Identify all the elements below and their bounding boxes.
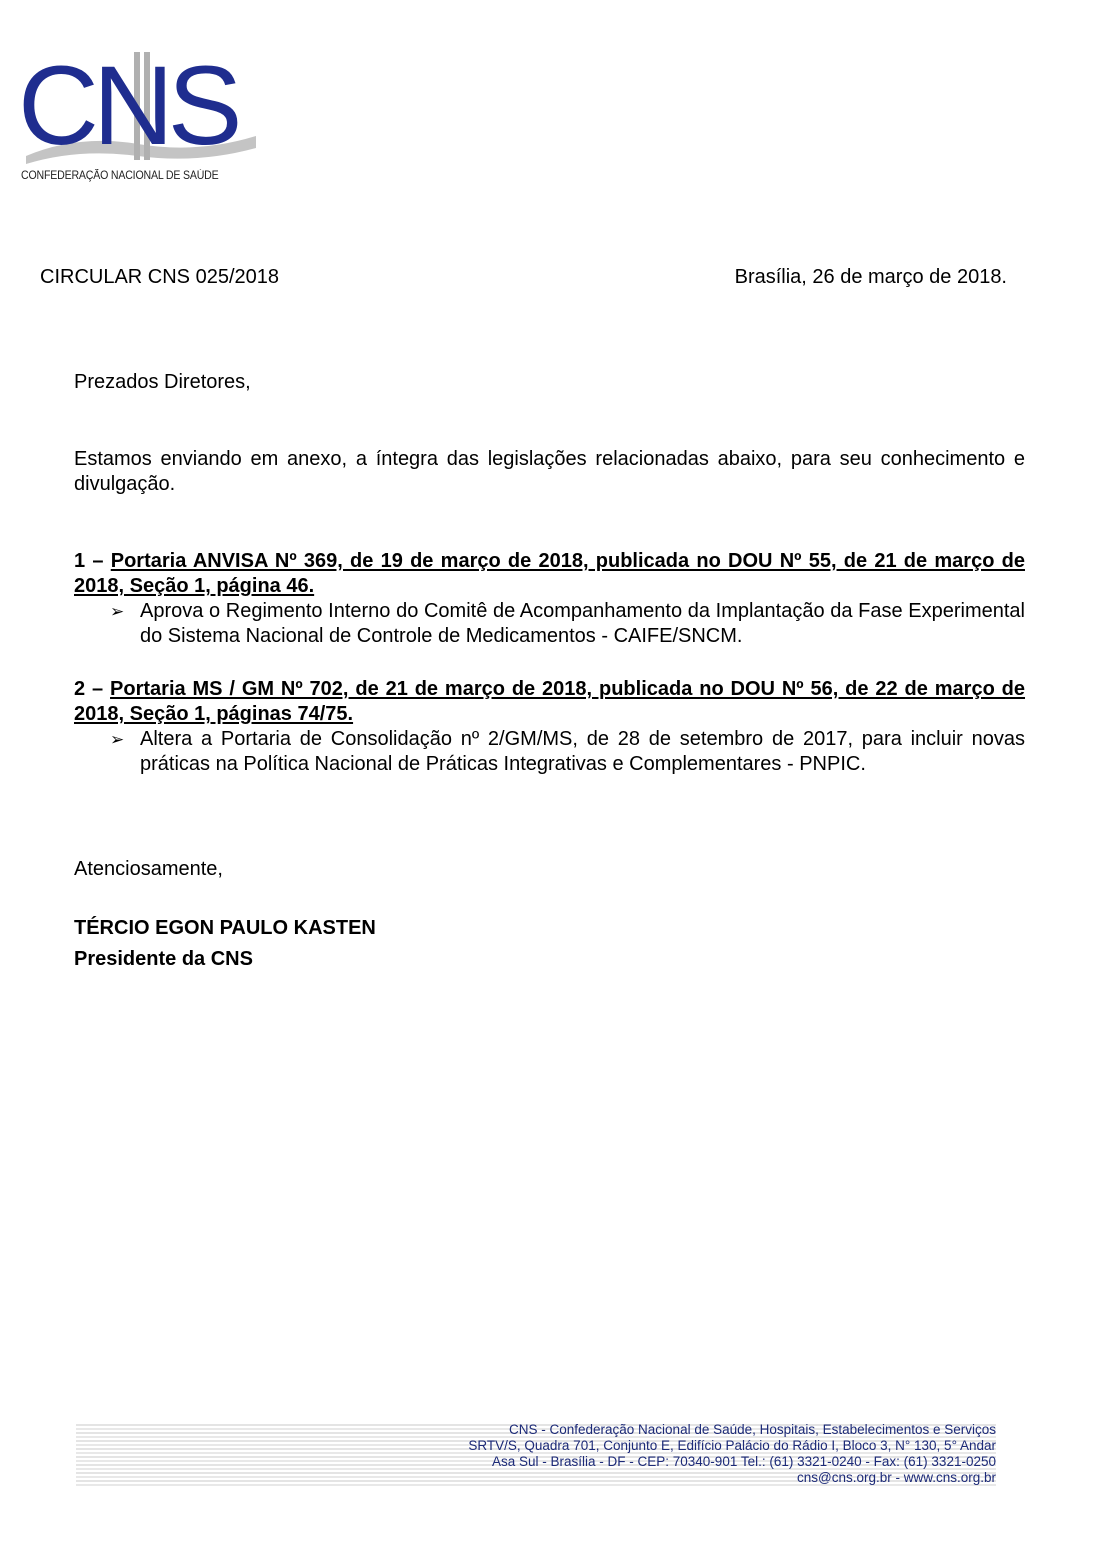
arrow-bullet-icon: ➢ <box>110 730 125 749</box>
signer-title: Presidente da CNS <box>74 948 253 970</box>
cns-logo-mark <box>18 52 263 172</box>
item-description-text: Aprova o Regimento Interno do Comitê de Acompanhamento da Implantação da Fase Experimental do Sistema Nacional de Controle de Medicamentos - CAIFE/SNCM. <box>140 600 1025 647</box>
footer-line: CNS - Confederação Nacional de Saúde, Hospitais, Estabelecimentos e Serviços <box>508 1422 996 1437</box>
closing: Atenciosamente, <box>74 858 223 880</box>
footer-line: SRTV/S, Quadra 701, Conjunto E, Edifício Palácio do Rádio I, Bloco 3, N° 130, 5° Andar <box>468 1438 996 1453</box>
letter-date: Brasília, 26 de março de 2018. <box>734 266 1007 288</box>
logo-caption: CONFEDERAÇÃO NACIONAL DE SAÚDE <box>21 170 219 182</box>
item-description <box>74 727 1025 777</box>
legislation-item <box>74 549 1025 649</box>
item-number: 2 – <box>74 678 104 700</box>
signature-block <box>74 913 1025 975</box>
circular-reference: CIRCULAR CNS 025/2018 <box>40 266 279 288</box>
cns-logo <box>18 52 263 187</box>
item-description <box>74 599 1025 649</box>
item-title-link: Portaria MS / GM Nº 702, de 21 de março de 2018, publicada no DOU Nº 56, de 22 de março de 2018, Seção 1, páginas 74/75. <box>74 678 1026 725</box>
legislation-item <box>74 677 1025 777</box>
item-number: 1 – <box>74 550 104 572</box>
intro-paragraph: Estamos enviando em anexo, a íntegra das legislações relacionadas abaixo, para seu conhecimento e divulgação. <box>74 448 1025 495</box>
footer-address <box>468 1422 996 1486</box>
item-title-link: Portaria ANVISA Nº 369, de 19 de março de 2018, publicada no DOU Nº 55, de 21 de março de 2018, Seção 1, página 46. <box>74 550 1025 597</box>
legislation-item-heading <box>74 677 1025 727</box>
arrow-bullet-icon: ➢ <box>110 602 125 621</box>
item-description-text: Altera a Portaria de Consolidação nº 2/GM/MS, de 28 de setembro de 2017, para incluir novas práticas na Política Nacional de Práticas Integrativas e Complementares - PNPIC. <box>140 728 1025 775</box>
footer-contact-link[interactable]: cns@cns.org.br - www.cns.org.br <box>796 1470 996 1485</box>
svg-text:CNS: CNS <box>18 52 237 168</box>
signer-name: TÉRCIO EGON PAULO KASTEN <box>74 917 376 939</box>
footer-line: Asa Sul - Brasília - DF - CEP: 70340-901 Tel.: (61) 3321-0240 - Fax: (61) 3321-0250 <box>491 1454 996 1469</box>
salutation: Prezados Diretores, <box>74 371 251 393</box>
letterhead-footer <box>76 1424 996 1488</box>
legislation-item-heading <box>74 549 1025 599</box>
